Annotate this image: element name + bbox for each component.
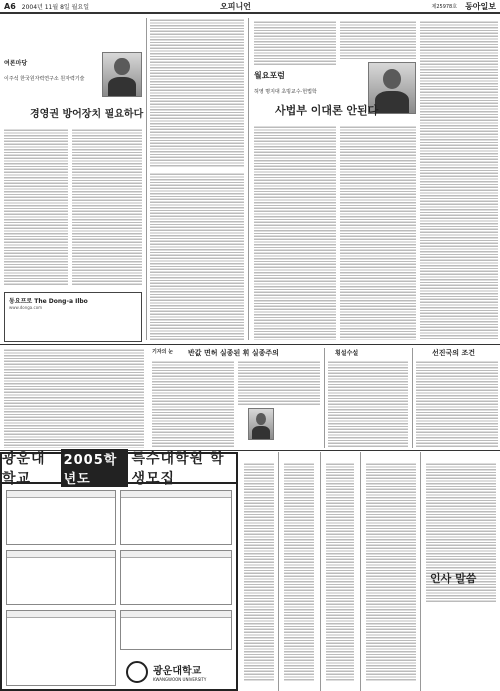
ad-program-box [120, 490, 232, 545]
notice-title: 인사 말씀 [430, 572, 477, 585]
article-text-block [238, 360, 320, 405]
notice-divider [278, 452, 279, 691]
edition-number: 제25978호 [431, 3, 458, 10]
ad-banner [2, 451, 236, 487]
ad-program-box [6, 490, 116, 545]
article-text-block [328, 360, 408, 448]
column-kicker: 여론마당 [4, 60, 28, 67]
ad-box-title: 동요프로 The Dong-a Ilbo [9, 298, 88, 305]
ad-banner-year: 2005학년도 [61, 449, 129, 487]
page-number: A6 [4, 1, 16, 11]
forum-author: 허영 명지대 초빙교수·헌법학 [254, 89, 317, 95]
article-text-block [150, 18, 244, 168]
column-author-photo [102, 52, 142, 97]
ad-program-box [120, 610, 232, 650]
ad-box-url: www.donga.com [9, 305, 43, 310]
bottom-column-headline: 선진국의 조건 [432, 349, 476, 357]
column-divider [248, 18, 249, 340]
article-text-block [150, 172, 244, 340]
notice-text-block [244, 462, 274, 682]
notice-text-block [366, 462, 416, 682]
notice-divider [360, 452, 361, 691]
reporter-photo [248, 408, 274, 440]
dong-a-ad-box [4, 292, 142, 342]
bottom-column-headline: 반값 면허 실종된 휘 실종주의 [188, 349, 279, 357]
forum-headline: 사법부 이대론 안된다 [275, 104, 379, 117]
forum-title: 월요포럼 [254, 71, 285, 80]
section-title: 오피니언 [220, 1, 251, 11]
ad-program-box [6, 550, 116, 605]
ad-banner-right: 특수대학원 학생모집 [131, 451, 225, 487]
column-headline: 경영권 방어장치 필요하다 [30, 109, 144, 120]
article-text-block [4, 128, 68, 286]
article-text-block [4, 348, 144, 448]
section-divider [0, 344, 500, 345]
notice-text-block [326, 462, 354, 682]
ad-banner-left: 광운대학교 [2, 451, 46, 487]
column-divider [324, 348, 325, 448]
column-byline: 이주석 한국원자력연구소 원자력기술 [4, 76, 85, 82]
article-text-block [254, 125, 336, 340]
article-text-block [420, 20, 498, 340]
university-name: 광운대학교 [153, 666, 202, 677]
article-text-block [152, 360, 234, 448]
ad-program-box [6, 610, 116, 686]
notice-divider [420, 452, 421, 691]
page-date: 2004년 11월 8일 월요일 [21, 3, 89, 11]
newspaper-logo: 동아일보 [465, 0, 496, 11]
article-text-block [340, 20, 416, 60]
ad-program-box [120, 550, 232, 605]
article-text-block [416, 360, 498, 448]
notice-divider [320, 452, 321, 691]
article-text-block [340, 125, 416, 340]
university-emblem-icon [126, 661, 148, 683]
bottom-column-kicker: 횡설수설 [335, 350, 359, 357]
column-divider [146, 18, 147, 340]
bottom-column-kicker: 기자의 눈 [152, 349, 174, 355]
university-ad [0, 452, 238, 691]
article-text-block [254, 20, 336, 65]
notice-text-block [284, 462, 314, 682]
article-text-block [72, 128, 142, 286]
page-header [0, 0, 500, 14]
column-divider [412, 348, 413, 448]
university-name-english: KWANGWOON UNIVERSITY [153, 677, 207, 682]
university-logo [126, 661, 206, 683]
